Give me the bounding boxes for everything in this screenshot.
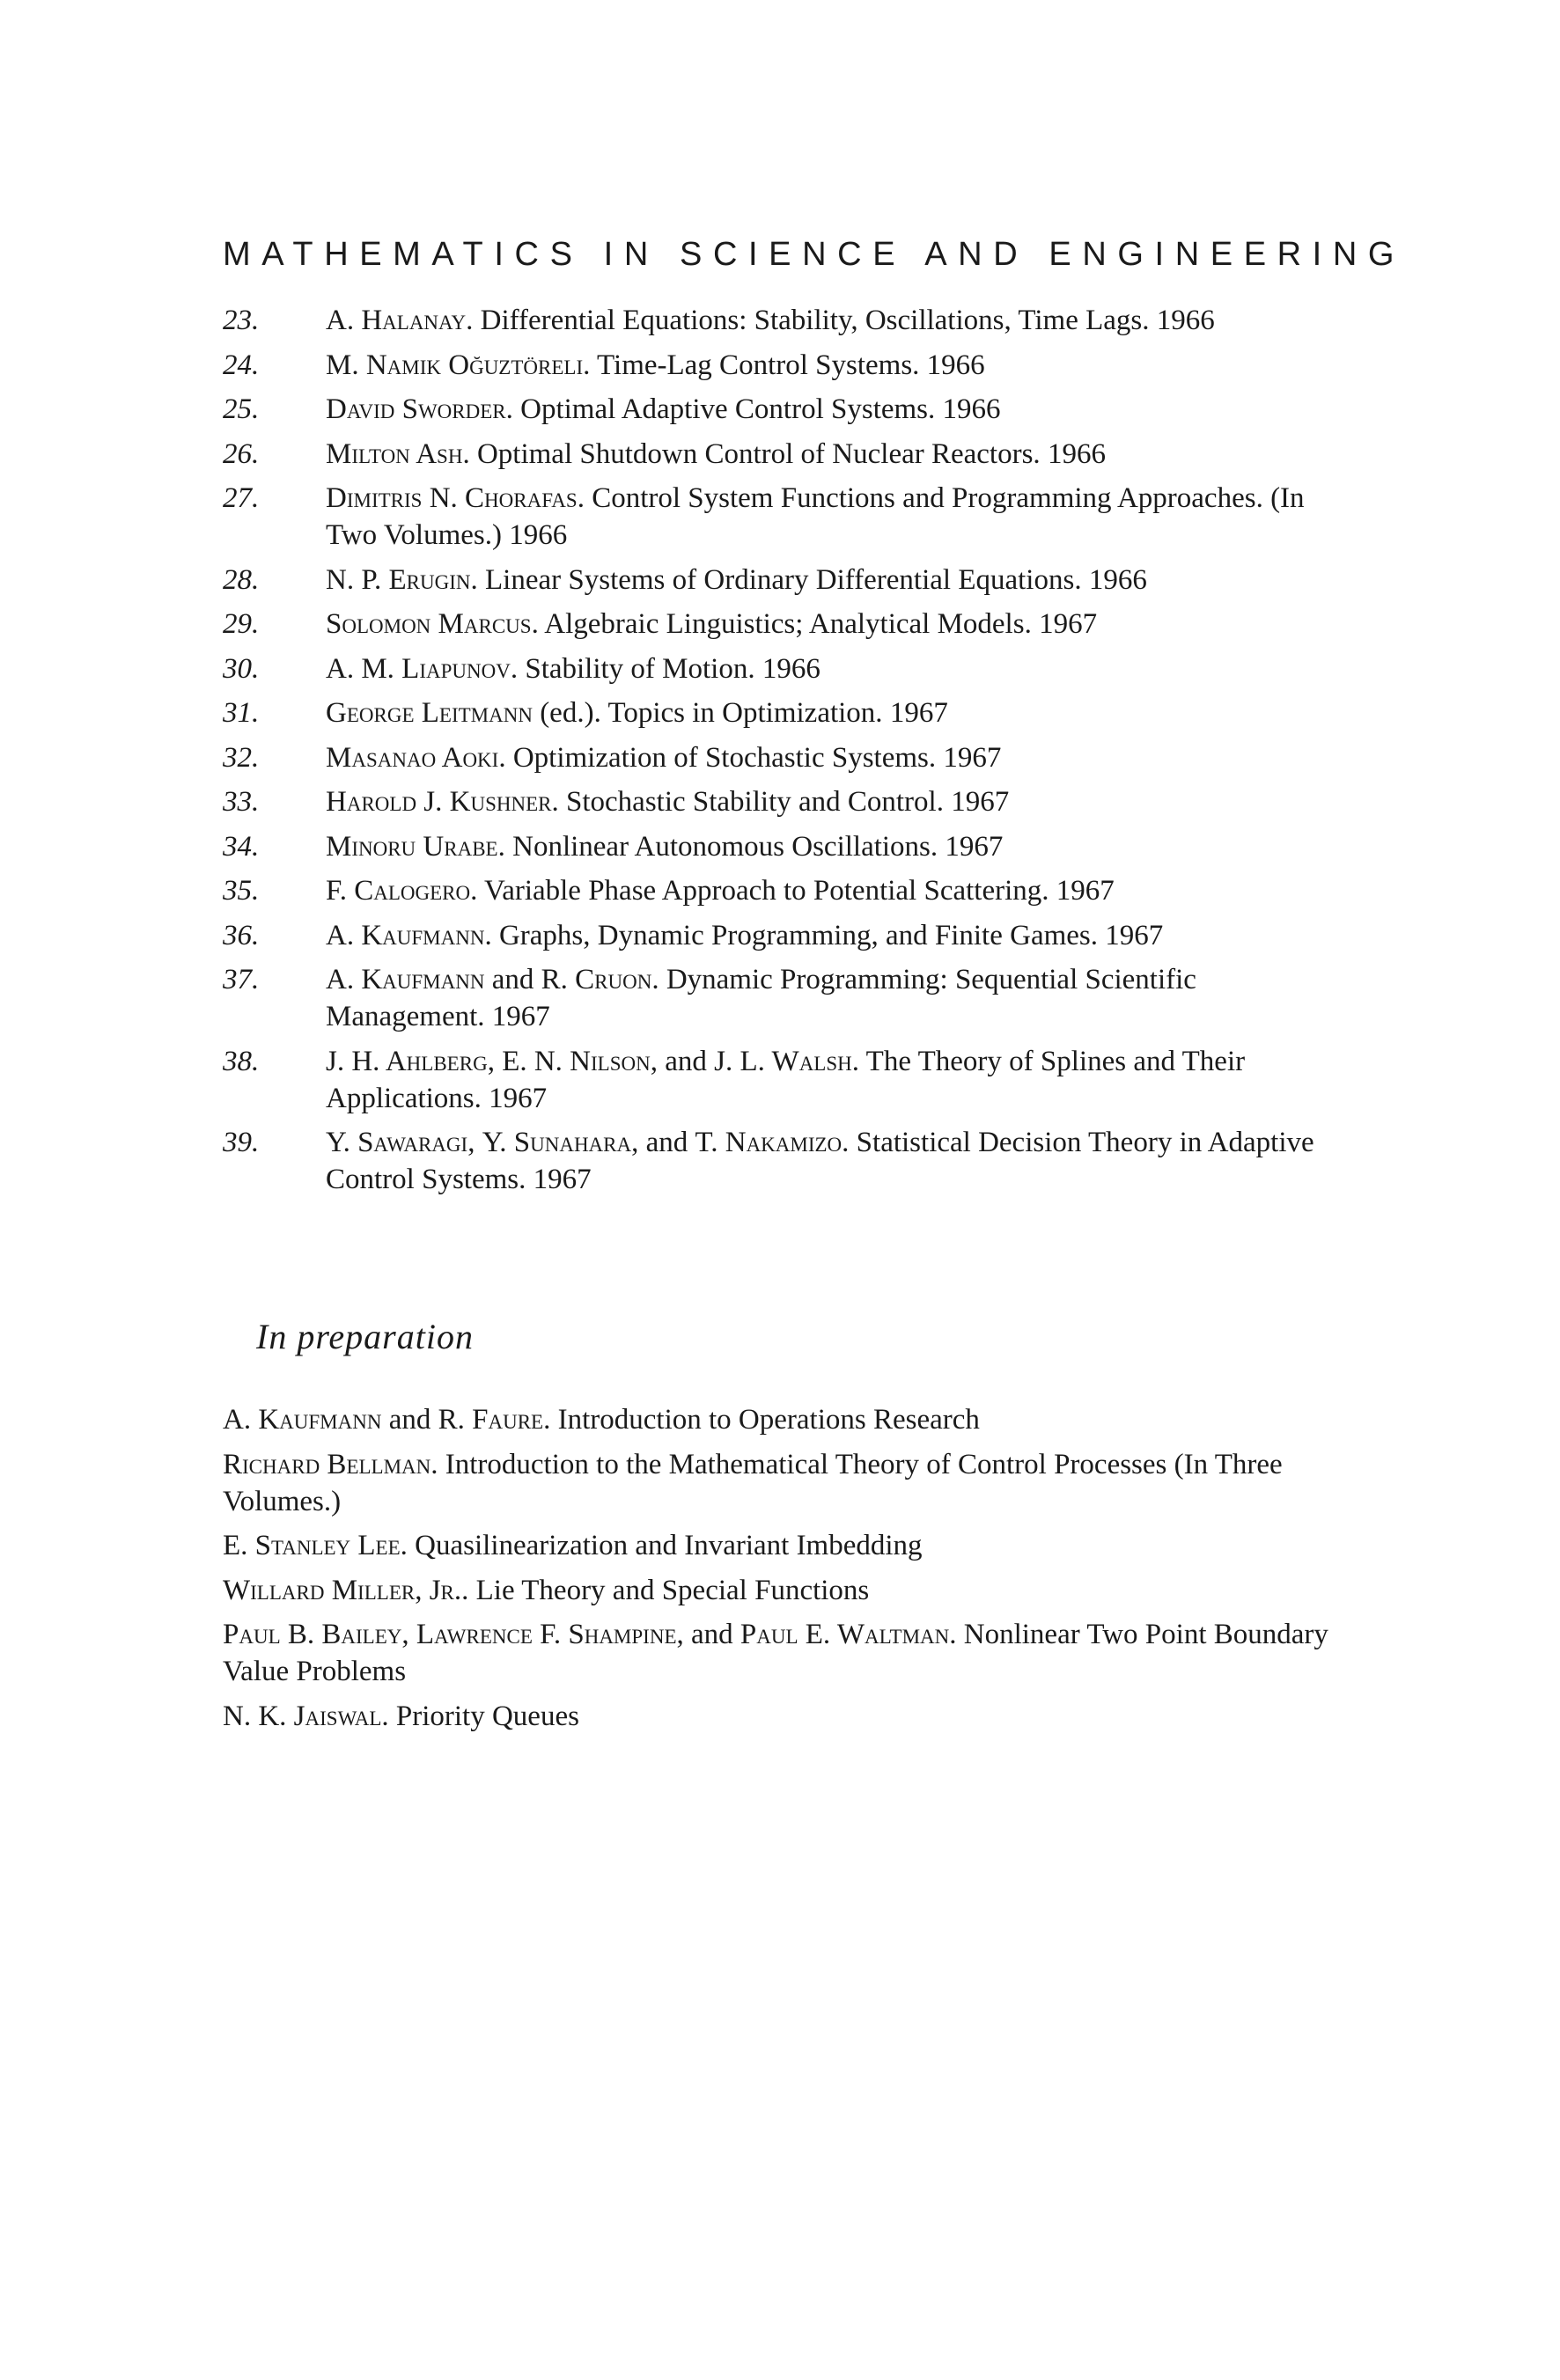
book-title: Introduction to the Mathematical Theory of Control Processes (In Three Volumes.): [223, 1448, 1283, 1517]
author-name: Paul E. Waltman: [740, 1619, 950, 1650]
book-title: Control System Functions and Programming Approaches. (In Two Volumes.): [326, 482, 1305, 551]
volume-entry: 35. F. Calogero. Variable Phase Approach to Potential Scattering. 1967: [223, 872, 1350, 909]
volume-entry: 30. A. M. Liapunov. Stability of Motion. 1966: [223, 650, 1350, 687]
in-preparation-list: [223, 1401, 1350, 1742]
book-title: Nonlinear Autonomous Oscillations.: [512, 830, 938, 863]
publication-year: 1967: [1056, 875, 1115, 907]
volume-entry: 24. M. Namik Oğuztöreli. Time-Lag Control Systems. 1966: [223, 347, 1350, 384]
book-title: Introduction to Operations Research: [557, 1404, 980, 1436]
volume-entry: 31. George Leitmann (ed.). Topics in Optimization. 1967: [223, 694, 1350, 731]
author-name: N. P. Erugin: [326, 563, 471, 596]
author-name: A. Kaufmann: [326, 964, 485, 995]
publication-year: 1967: [951, 786, 1010, 818]
volume-entry: 28. N. P. Erugin. Linear Systems of Ordinary Differential Equations. 1966: [223, 562, 1350, 599]
author-name: A. Halanay: [326, 305, 467, 336]
author-name: Masanao Aoki: [326, 741, 499, 774]
volume-entry: 25. David Sworder. Optimal Adaptive Control Systems. 1966: [223, 391, 1350, 428]
publication-year: 1966: [1156, 305, 1215, 336]
book-title: Optimization of Stochastic Systems.: [512, 741, 937, 774]
author-name: Richard Bellman: [223, 1448, 431, 1480]
book-title: Lie Theory and Special Functions: [475, 1574, 870, 1606]
author-name: Willard Miller, Jr.: [223, 1574, 462, 1606]
publication-year: 1967: [943, 741, 1002, 774]
in-preparation-entry: E. Stanley Lee. Quasilinearization and Invariant Imbedding: [223, 1530, 923, 1561]
publication-year: 1967: [1105, 919, 1164, 951]
book-title: Stochastic Stability and Control.: [566, 786, 944, 818]
author-separator: ,: [467, 1127, 482, 1158]
author-separator: and: [381, 1404, 438, 1436]
volume-number: 37.: [223, 964, 260, 995]
book-title: Variable Phase Approach to Potential Scattering.: [484, 875, 1049, 907]
author-name: R. Cruon: [541, 964, 652, 995]
publication-year: 1966: [1088, 563, 1147, 596]
volume-number: 32.: [223, 741, 260, 774]
volume-entry: 36. A. Kaufmann. Graphs, Dynamic Programming, and Finite Games. 1967: [223, 917, 1350, 954]
volume-entry: 34. Minoru Urabe. Nonlinear Autonomous Oscillations. 1967: [223, 828, 1350, 865]
volume-number: 38.: [223, 1045, 260, 1077]
publication-year: 1967: [945, 830, 1004, 863]
author-separator: , and: [631, 1127, 695, 1158]
volume-entry: 27. Dimitris N. Chorafas. Control System Functions and Programming Approaches. (In Two Volumes.) 1966: [223, 480, 1350, 554]
book-title: Algebraic Linguistics; Analytical Models.: [544, 608, 1032, 640]
book-title: Graphs, Dynamic Programming, and Finite Games.: [498, 919, 1099, 951]
author-separator: , and: [676, 1619, 740, 1650]
volume-number: 30.: [223, 652, 260, 685]
author-name: Lawrence F. Shampine: [416, 1619, 677, 1650]
book-title: Dynamic Programming: Sequential Scientific Management.: [326, 964, 1196, 1032]
author-separator: ,: [401, 1619, 416, 1650]
author-name: N. K. Jaiswal: [223, 1700, 382, 1732]
volume-number: 28.: [223, 563, 260, 596]
volume-entry: 39. Y. Sawaragi, Y. Sunahara, and T. Nakamizo. Statistical Decision Theory in Adaptive Control Systems. 1967: [223, 1124, 1350, 1198]
book-title: Priority Queues: [395, 1700, 579, 1732]
publication-year: 1967: [489, 1082, 548, 1114]
author-name: A. M. Liapunov: [326, 652, 511, 685]
in-preparation-entry: Paul B. Bailey, Lawrence F. Shampine, and Paul E. Waltman. Nonlinear Two Point Boundary Value Problems: [223, 1619, 1328, 1687]
volume-number: 27.: [223, 482, 260, 514]
volume-entry: 33. Harold J. Kushner. Stochastic Stability and Control. 1967: [223, 783, 1350, 820]
book-title: Nonlinear Two Point Boundary Value Problems: [223, 1619, 1328, 1687]
in-preparation-entry: Richard Bellman. Introduction to the Mathematical Theory of Control Processes (In Three Volumes.): [223, 1448, 1283, 1517]
author-name: A. Kaufmann: [223, 1404, 382, 1436]
volume-number: 36.: [223, 919, 260, 951]
author-name: Dimitris N. Chorafas: [326, 482, 578, 514]
author-name: R. Faure: [438, 1404, 544, 1436]
author-name: Minoru Urabe: [326, 830, 498, 863]
publication-year: 1967: [491, 1001, 550, 1032]
publication-year: 1966: [762, 652, 820, 685]
author-name: Solomon Marcus: [326, 608, 532, 640]
author-name: E. N. Nilson: [502, 1045, 651, 1077]
publication-year: 1966: [1047, 437, 1106, 470]
publication-year: 1966: [926, 349, 985, 381]
publication-year: 1967: [1039, 608, 1098, 640]
author-name: Paul B. Bailey: [223, 1619, 402, 1650]
author-separator: , and: [650, 1045, 715, 1077]
book-title: Stability of Motion.: [525, 652, 755, 685]
book-title: Statistical Decision Theory in Adaptive Control Systems.: [326, 1127, 1314, 1195]
in-preparation-heading: In preparation: [256, 1317, 474, 1356]
volume-number: 31.: [223, 697, 260, 729]
in-preparation-entry: N. K. Jaiswal. Priority Queues: [223, 1700, 579, 1732]
author-name: F. Calogero: [326, 875, 471, 907]
author-name: J. H. Ahlberg: [326, 1045, 488, 1077]
author-name: Milton Ash: [326, 437, 463, 470]
author-name: E. Stanley Lee: [223, 1530, 401, 1561]
author-separator: (ed.): [532, 697, 594, 729]
volume-entry: 38. J. H. Ahlberg, E. N. Nilson, and J. L. Walsh. The Theory of Splines and Their Applications. 1967: [223, 1043, 1350, 1117]
author-name: George Leitmann: [326, 697, 533, 729]
volume-entry: 29. Solomon Marcus. Algebraic Linguistics; Analytical Models. 1967: [223, 606, 1350, 643]
series-title: MATHEMATICS IN SCIENCE AND ENGINEERING: [223, 236, 1406, 273]
in-preparation-entry: A. Kaufmann and R. Faure. Introduction to Operations Research: [223, 1404, 980, 1436]
volume-number: 26.: [223, 437, 260, 470]
volume-number: 34.: [223, 830, 260, 863]
publication-year: 1967: [889, 697, 948, 729]
author-name: A. Kaufmann: [326, 919, 485, 951]
author-separator: ,: [487, 1045, 503, 1077]
publication-year: 1966: [509, 519, 568, 551]
volume-entry: 32. Masanao Aoki. Optimization of Stochastic Systems. 1967: [223, 739, 1350, 776]
volume-number: 24.: [223, 349, 260, 381]
author-name: T. Nakamizo: [695, 1127, 843, 1158]
author-name: Y. Sawaragi: [326, 1127, 468, 1158]
publication-year: 1967: [533, 1164, 592, 1195]
book-title: Differential Equations: Stability, Oscillations, Time Lags.: [480, 305, 1150, 336]
publication-year: 1966: [942, 393, 1001, 425]
author-separator: and: [484, 964, 541, 995]
volume-number: 23.: [223, 305, 260, 336]
book-title: Linear Systems of Ordinary Differential Equations.: [485, 563, 1082, 596]
book-title: Time-Lag Control Systems.: [597, 349, 920, 381]
volume-number: 35.: [223, 875, 260, 907]
author-name: Y. Sunahara: [482, 1127, 632, 1158]
book-title: Optimal Shutdown Control of Nuclear Reactors.: [476, 437, 1041, 470]
volume-entry: 37. A. Kaufmann and R. Cruon. Dynamic Programming: Sequential Scientific Management. 1967: [223, 961, 1350, 1035]
volume-entry: 26. Milton Ash. Optimal Shutdown Control of Nuclear Reactors. 1966: [223, 436, 1350, 473]
volume-number: 33.: [223, 786, 260, 818]
in-preparation-entry: Willard Miller, Jr.. Lie Theory and Special Functions: [223, 1574, 870, 1606]
author-name: M. Namik Oğuztöreli: [326, 349, 584, 381]
book-title: Topics in Optimization.: [607, 697, 883, 729]
volume-list: [223, 302, 1350, 1206]
book-title: Optimal Adaptive Control Systems.: [520, 393, 936, 425]
volume-number: 25.: [223, 393, 260, 425]
author-name: David Sworder: [326, 393, 506, 425]
book-title: The Theory of Splines and Their Applications.: [326, 1045, 1246, 1114]
book-title: Quasilinearization and Invariant Imbedding: [415, 1530, 923, 1561]
author-name: Harold J. Kushner: [326, 786, 552, 818]
volume-number: 39.: [223, 1127, 260, 1158]
volume-entry: 23. A. Halanay. Differential Equations: Stability, Oscillations, Time Lags. 1966: [223, 302, 1350, 339]
volume-number: 29.: [223, 608, 260, 640]
author-name: J. L. Walsh: [714, 1045, 852, 1077]
